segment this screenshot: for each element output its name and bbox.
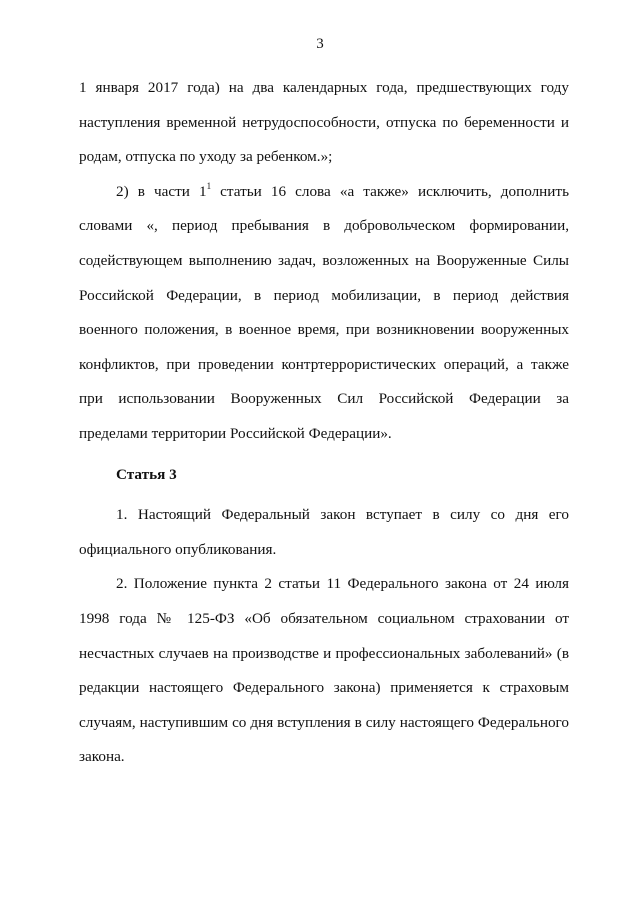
page-number: 3 [316, 36, 324, 52]
paragraph-article-3-part-2: 2. Положение пункта 2 статьи 11 Федерального закона от 24 июля 1998 года № 125-ФЗ «Об обязательном социальном страховании от несчастных случаев на производстве и профессиональных заболеваний» (в редакции настоящего Федерального закона) применяется к страховым случаям, наступившим со дня вступления в силу настоящего Федерального закона. [79, 575, 569, 766]
paragraph-item-2-start: 2) в части 1 [116, 182, 207, 200]
article-heading: Статья 3 [116, 465, 177, 483]
paragraph-item-2-rest: статьи 16 слова «а также» исключить, дополнить словами «, период пребывания в добровольческом формировании, содействующем выполнению задач, возложенных на Вооруженные Силы Российской Федерации, в период мобилизации, в период действия военного положения, в военное время, при возникновении вооруженных конфликтов, при проведении контртеррористических операций, а также при использовании Вооруженных Сил Российской Федерации за пределами территории Российской Федерации». [79, 182, 569, 442]
superscript: 1 [206, 180, 212, 191]
paragraph-item-2 [79, 175, 569, 452]
paragraph-continuation: 1 января 2017 года) на два календарных года, предшествующих году наступления временной нетрудоспособности, отпуска по беременности и родам, отпуска по уходу за ребенком.»; [79, 79, 569, 166]
document-body [79, 71, 569, 775]
paragraph-article-3-part-1: 1. Настоящий Федеральный закон вступает в силу со дня его официального опубликования. [79, 506, 569, 558]
